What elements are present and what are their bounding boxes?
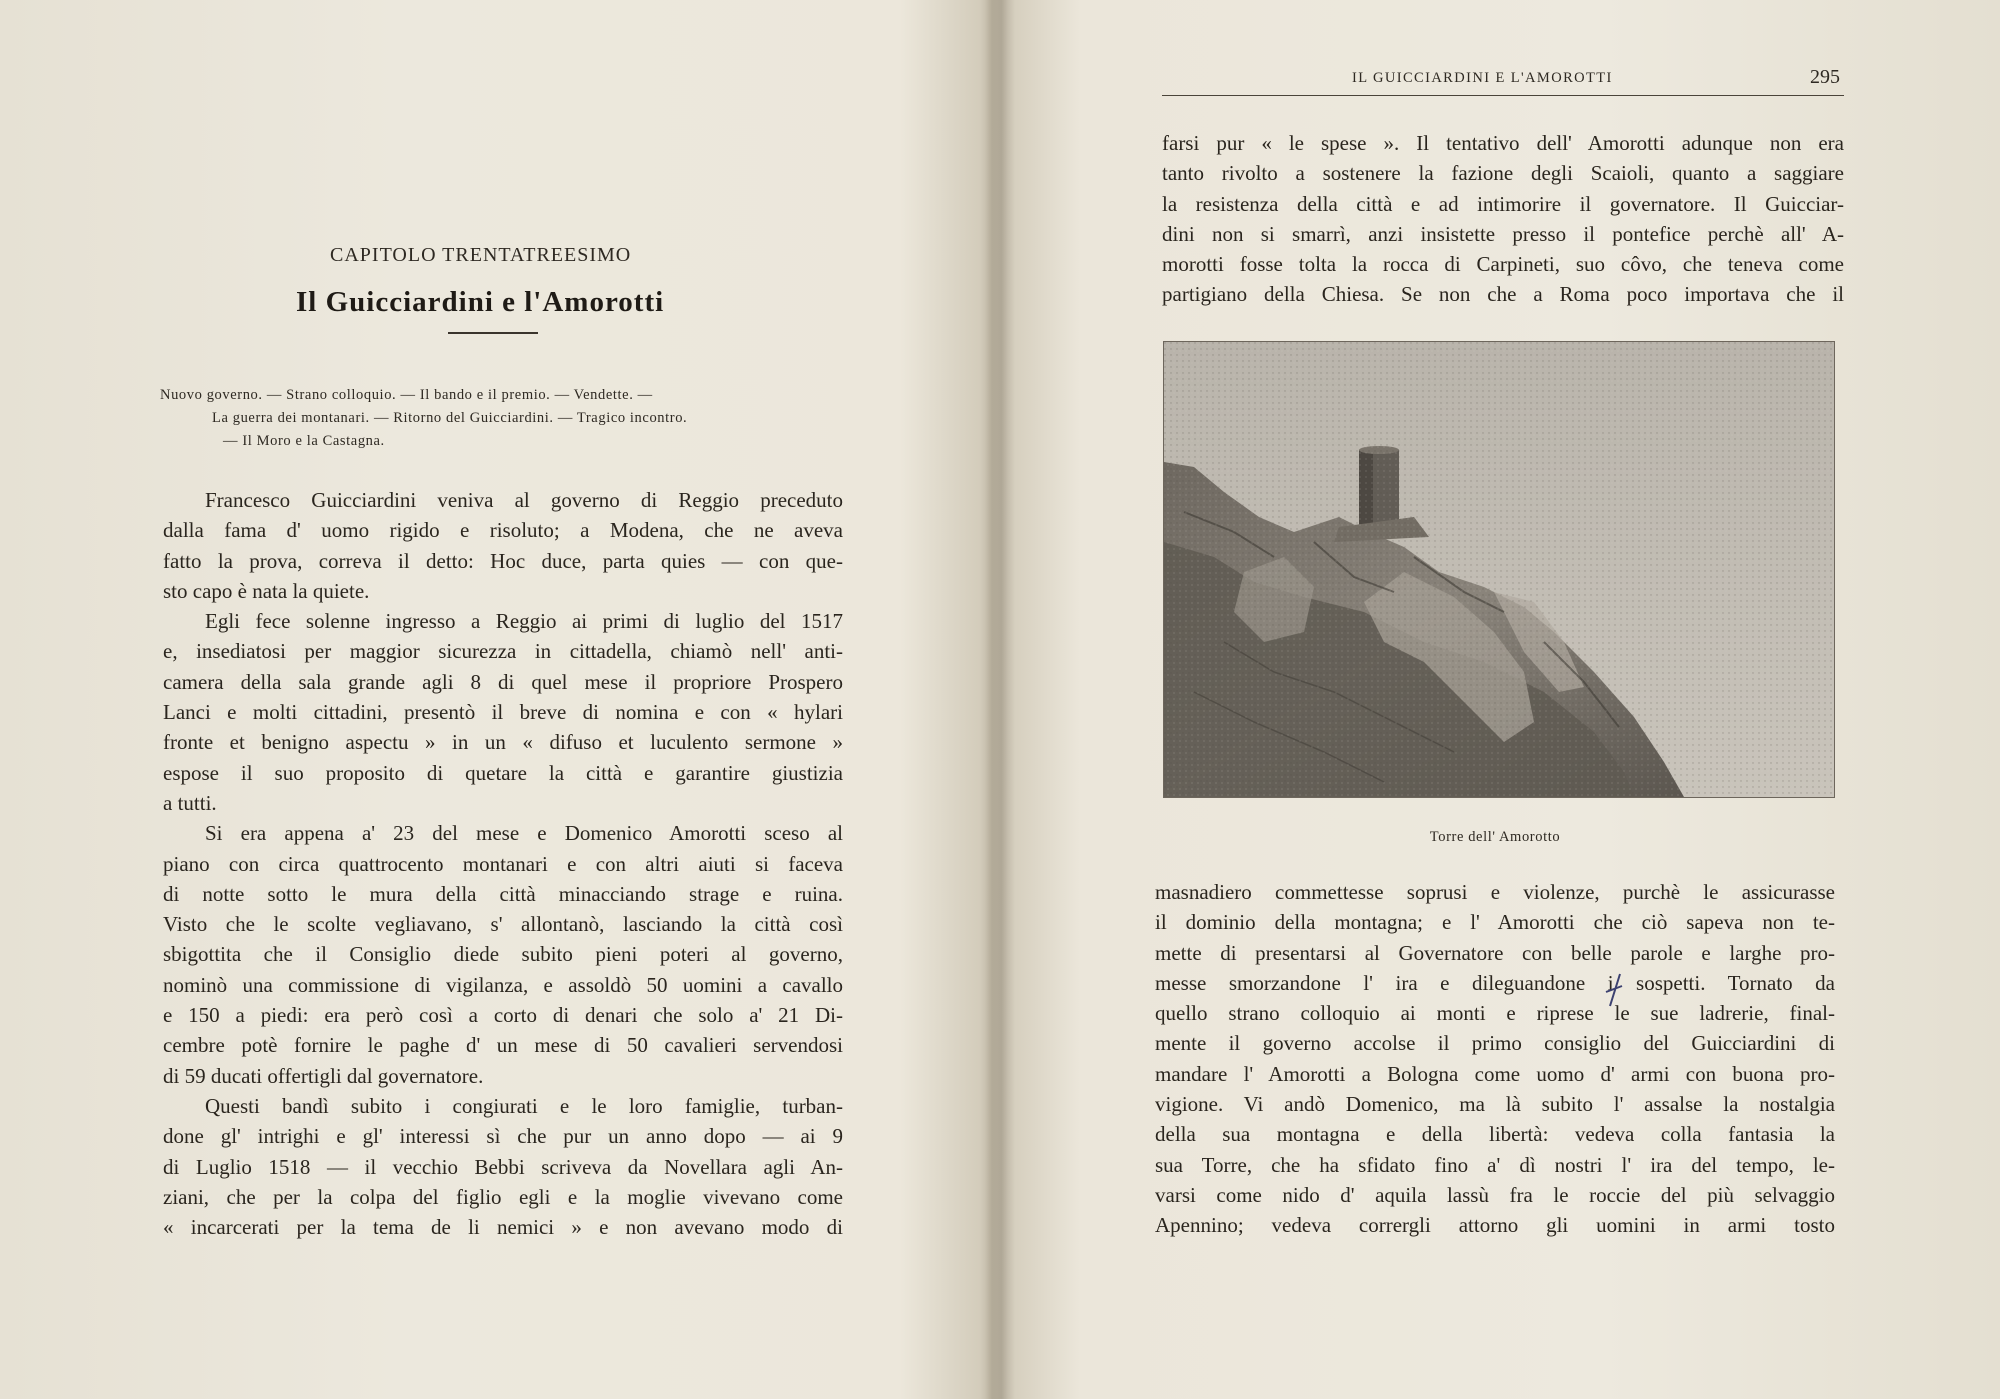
text-line: farsi pur « le spese ». Il tentativo dell' Amorotti adunque non era bbox=[1162, 131, 1844, 155]
text-line: masnadiero commettesse soprusi e violenze, purchè le assicurasse bbox=[1155, 880, 1835, 904]
text-line: di Luglio 1518 — il vecchio Bebbi scriveva da Novellara agli An- bbox=[163, 1154, 843, 1179]
photo-caption: Torre dell' Amorotto bbox=[1429, 829, 1561, 845]
text-line: camera della sala grande agli 8 di quel mese il propriore Prospero bbox=[163, 669, 843, 694]
text-line: messe smorzandone l' ira e dileguandone i sospetti. Tornato da bbox=[1155, 970, 1835, 995]
text-line: di notte sotto le mura della città minacciando strage e ruina. bbox=[163, 881, 843, 906]
text-line: varsi come nido d' aquila lassù fra le roccie del più selvaggio bbox=[1155, 1182, 1835, 1207]
text-line: e, insediatosi per maggior sicurezza in cittadella, chiamò nell' anti- bbox=[163, 639, 843, 664]
text-line: espose il suo proposito di quetare la città e garantire giustizia bbox=[163, 760, 843, 785]
text-line: mandare l' Amorotti a Bologna come uomo d' armi con buona pro- bbox=[1155, 1061, 1835, 1086]
text-line: Francesco Guicciardini veniva al governo di Reggio preceduto bbox=[205, 488, 843, 512]
text-line: e 150 a piedi: era però così a corto di denari che solo a' 21 Di- bbox=[163, 1003, 843, 1028]
tower-photo-illustration bbox=[1164, 342, 1834, 797]
text-line: done gl' intrighi e gl' interessi sì che pur un anno dopo — ai 9 bbox=[163, 1124, 843, 1149]
text-line: Visto che le scolte vegliavano, s' allontanò, lasciando la città così bbox=[163, 912, 843, 937]
text-line: mette di presentarsi al Governatore con belle parole e larghe pro- bbox=[1155, 940, 1835, 965]
text-line: morotti fosse tolta la rocca di Carpineti, suo côvo, che teneva come bbox=[1162, 252, 1844, 277]
running-head bbox=[1162, 66, 1844, 96]
text-line: sua Torre, che ha sfidato fino a' dì nostri l' ira del tempo, le- bbox=[1155, 1152, 1835, 1177]
tower-photograph bbox=[1163, 341, 1835, 798]
text-line: cembre potè fornire le paghe d' un mese di 50 cavalieri servendosi bbox=[163, 1033, 843, 1058]
text-line: fatto la prova, correva il detto: Hoc duce, parta quies — con que- bbox=[163, 548, 843, 573]
text-line: Questi bandì subito i congiurati e le loro famiglie, turban- bbox=[205, 1093, 843, 1118]
page-number: 295 bbox=[1810, 66, 1840, 88]
right-body-text-bottom bbox=[1155, 877, 1835, 1241]
text-line: Lanci e molti cittadini, presentò il breve di nomina e con « hylari bbox=[163, 700, 843, 725]
right-body-text-top bbox=[1162, 128, 1844, 310]
text-line: sto capo è nata la quiete. bbox=[163, 578, 370, 603]
text-line: Apennino; vedeva corrergli attorno gli uomini in armi tosto bbox=[1155, 1213, 1835, 1238]
text-line: dalla fama d' uomo rigido e risoluto; a Modena, che ne aveva bbox=[163, 518, 843, 543]
text-line: nominò una commissione di vigilanza, e assoldò 50 uomini a cavallo bbox=[163, 972, 843, 997]
text-line: Si era appena a' 23 del mese e Domenico Amorotti sceso al bbox=[205, 821, 843, 846]
title-rule bbox=[448, 332, 538, 334]
chapter-summary bbox=[160, 384, 840, 453]
text-line: il dominio della montagna; e l' Amorotti che ciò sapeva non te- bbox=[1155, 910, 1835, 935]
text-line: mente il governo accolse il primo consiglio del Guicciardini di bbox=[1155, 1031, 1835, 1056]
text-line: vigione. Vi andò Domenico, ma là subito l' assalse la nostalgia bbox=[1155, 1092, 1835, 1117]
text-line: « incarcerati per la tema de li nemici » e non avevano modo di bbox=[163, 1215, 843, 1240]
left-body-text bbox=[163, 485, 843, 1242]
text-line: a tutti. bbox=[163, 790, 217, 815]
chapter-title: Il Guicciardini e l'Amorotti bbox=[296, 286, 665, 318]
text-line: partigiano della Chiesa. Se non che a Roma poco importava che il bbox=[1162, 282, 1844, 307]
chapter-number: CAPITOLO TRENTATREESIMO bbox=[330, 244, 632, 266]
text-line: dini non si smarrì, anzi insistette presso il pontefice perchè all' A- bbox=[1162, 221, 1844, 246]
text-line: Egli fece solenne ingresso a Reggio ai primi di luglio del 1517 bbox=[205, 609, 843, 634]
proofreading-mark bbox=[1602, 972, 1628, 1008]
text-line: piano con circa quattrocento montanari e con altri aiuti si faceva bbox=[163, 851, 843, 876]
text-line: tanto rivolto a sostenere la fazione degli Scaioli, quanto a saggiare bbox=[1162, 161, 1844, 186]
text-line: la resistenza della città e ad intimorire il governatore. Il Guicciar- bbox=[1162, 191, 1844, 216]
text-line: ziani, che per la colpa del figlio egli e la moglie vivevano come bbox=[163, 1184, 843, 1209]
summary-line: Nuovo governo. — Strano colloquio. — Il bando e il premio. — Vendette. — bbox=[160, 387, 653, 403]
text-line: della sua montagna e della libertà: vedeva colla fantasia la bbox=[1155, 1122, 1835, 1147]
text-line: sbigottita che il Consiglio diede subito pieni poteri al governo, bbox=[163, 942, 843, 967]
summary-line: — Il Moro e la Castagna. bbox=[223, 433, 385, 449]
text-line: di 59 ducati offertigli dal governatore. bbox=[163, 1063, 484, 1088]
text-line: quello strano colloquio ai monti e riprese le sue ladrerie, final- bbox=[1155, 1001, 1835, 1026]
header-rule bbox=[1162, 95, 1844, 96]
text-line: fronte et benigno aspectu » in un « difuso et luculento sermone » bbox=[163, 730, 843, 755]
summary-line: La guerra dei montanari. — Ritorno del Guicciardini. — Tragico incontro. bbox=[212, 410, 688, 426]
running-head-title: IL GUICCIARDINI E L'AMOROTTI bbox=[1352, 70, 1613, 86]
